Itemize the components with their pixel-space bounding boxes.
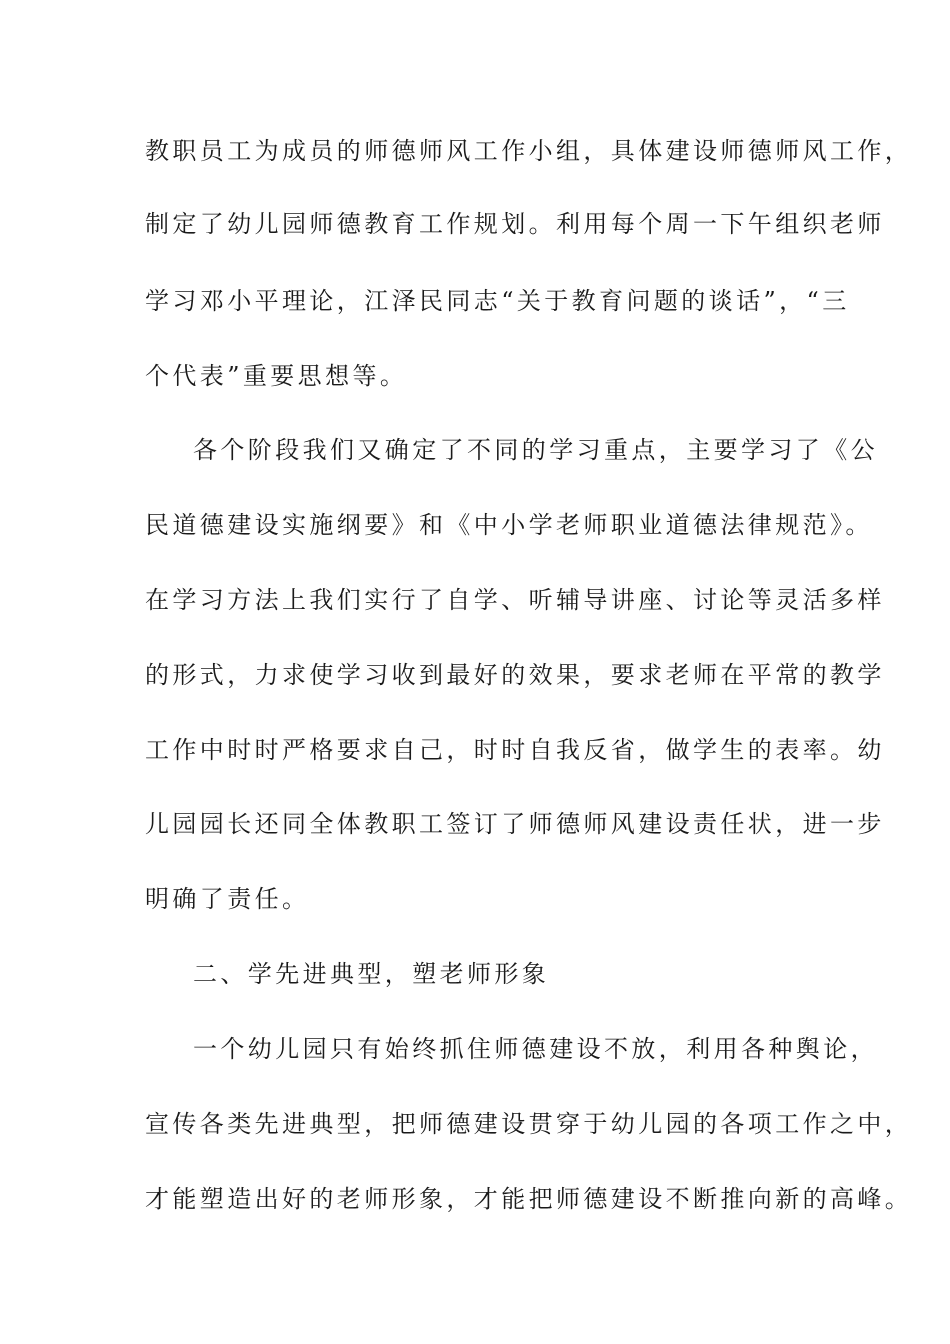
paragraph-start-line-13: 一个幼儿园只有始终抓住师德建设不放，利用各种舆论， xyxy=(193,1035,878,1063)
text-line-6: 民道德建设实施纲要》和《中小学老师职业道德法律规范》。 xyxy=(145,511,873,539)
section-heading: 二、学先进典型，塑老师形象 xyxy=(193,960,550,988)
text-line-7: 在学习方法上我们实行了自学、听辅导讲座、讨论等灵活多样 xyxy=(145,586,885,614)
text-line-3: 学习邓小平理论，江泽民同志“关于教育问题的谈话”，“三 xyxy=(145,287,850,315)
text-line-15: 才能塑造出好的老师形象，才能把师德建设不断推向新的高峰。 xyxy=(145,1185,913,1213)
text-line-14: 宣传各类先进典型，把师德建设贯穿于幼儿园的各项工作之中， xyxy=(145,1110,913,1138)
paragraph-start-line-5: 各个阶段我们又确定了不同的学习重点，主要学习了《公 xyxy=(193,436,878,464)
text-line-8: 的形式，力求使学习收到最好的效果，要求老师在平常的教学 xyxy=(145,661,885,689)
text-line-11: 明确了责任。 xyxy=(145,885,310,913)
text-line-2: 制定了幼儿园师德教育工作规划。利用每个周一下午组织老师 xyxy=(145,210,885,238)
text-line-4: 个代表”重要思想等。 xyxy=(145,362,408,390)
text-line-9: 工作中时时严格要求自己，时时自我反省，做学生的表率。幼 xyxy=(145,736,885,764)
text-line-1: 教职员工为成员的师德师风工作小组，具体建设师德师风工作， xyxy=(145,137,913,165)
text-line-10: 儿园园长还同全体教职工签订了师德师风建设责任状，进一步 xyxy=(145,810,885,838)
